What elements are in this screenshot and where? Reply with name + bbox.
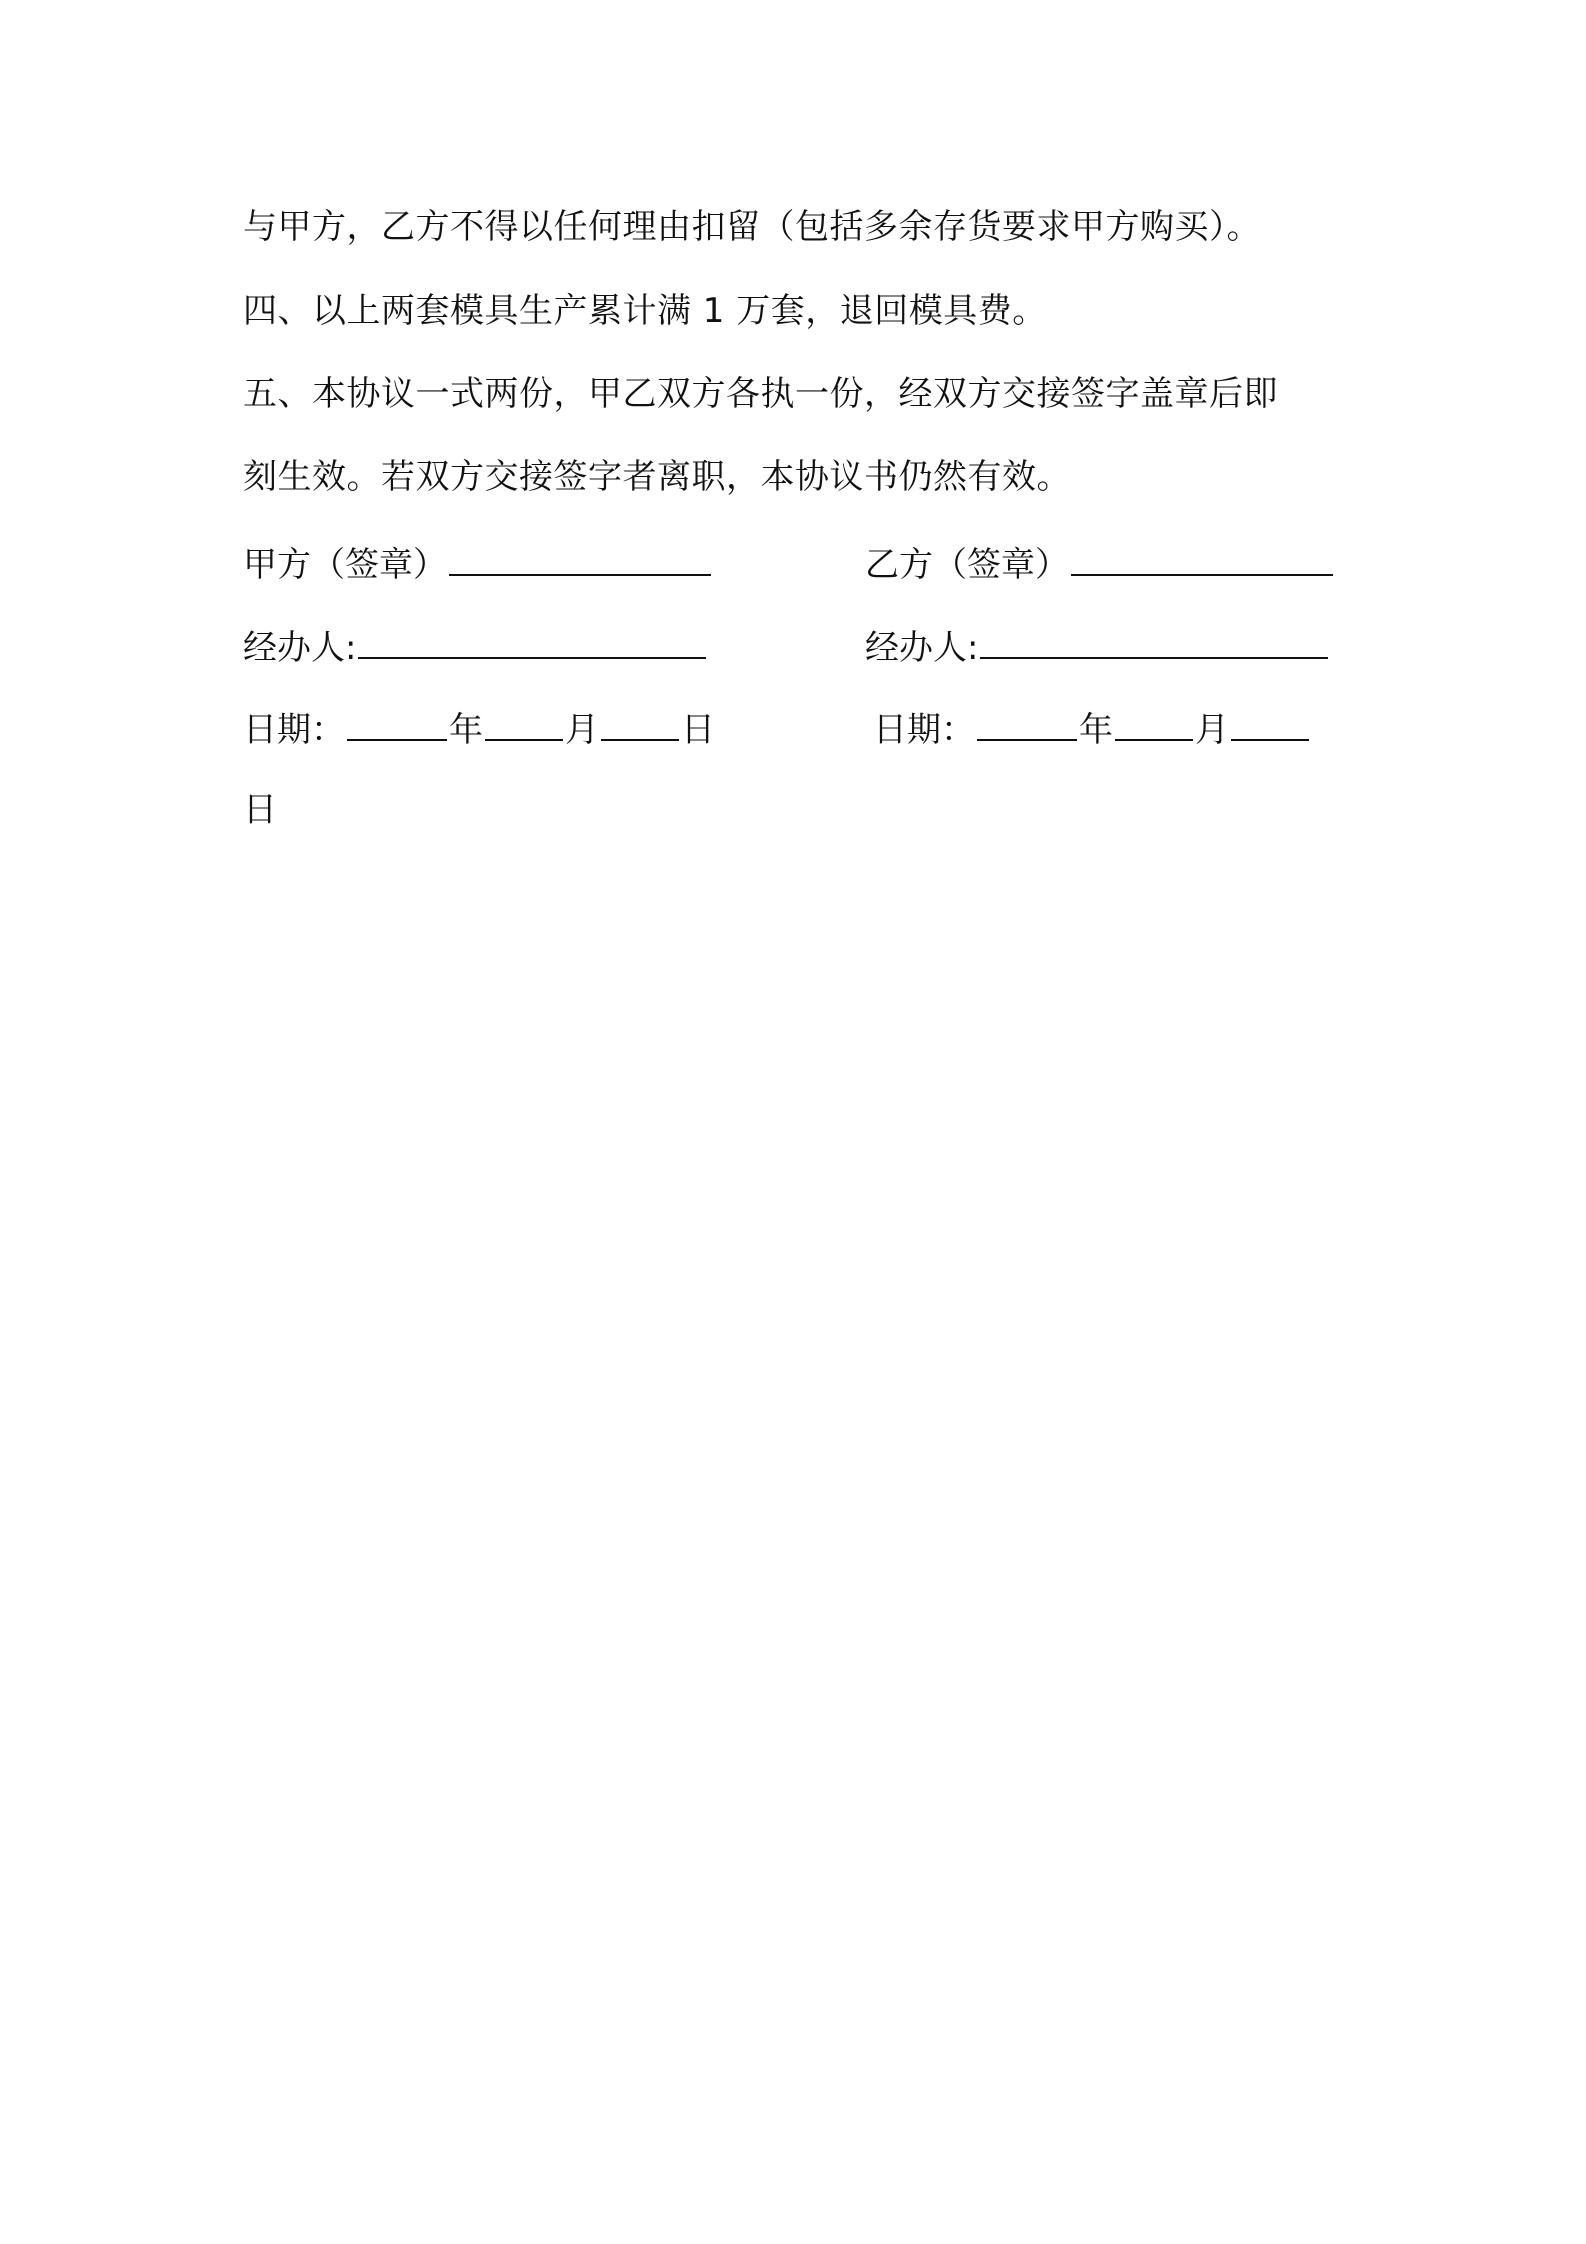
party-b-label: 乙方（签章） bbox=[865, 545, 1069, 585]
party-a-handler-blank bbox=[358, 623, 706, 659]
party-a-date-line bbox=[243, 705, 715, 752]
party-b-handler-line bbox=[865, 623, 1330, 670]
party-b-date-line bbox=[873, 705, 1311, 752]
party-b-day-wrapped: 日 bbox=[243, 790, 277, 830]
party-b-date-label: 日期： bbox=[873, 710, 975, 750]
party-a-month-blank bbox=[485, 705, 563, 741]
party-b-year-blank bbox=[977, 705, 1077, 741]
party-b-month-label: 月 bbox=[1195, 710, 1229, 750]
clause-five-line-2: 刻生效。若双方交接签字者离职，本协议书仍然有效。 bbox=[243, 457, 1071, 497]
party-a-signature-line bbox=[243, 540, 713, 587]
party-a-month-label: 月 bbox=[565, 710, 599, 750]
party-a-year-label: 年 bbox=[449, 710, 483, 750]
party-b-day-blank bbox=[1231, 705, 1309, 741]
party-b-year-label: 年 bbox=[1079, 710, 1113, 750]
clause-five-line-1: 五、本协议一式两份，甲乙双方各执一份，经双方交接签字盖章后即 bbox=[243, 374, 1278, 414]
party-a-year-blank bbox=[347, 705, 447, 741]
party-a-date-label: 日期： bbox=[243, 710, 345, 750]
paragraph-line-1: 与甲方，乙方不得以任何理由扣留（包括多余存货要求甲方购买）。 bbox=[243, 207, 1261, 247]
party-a-label: 甲方（签章） bbox=[243, 545, 447, 585]
party-b-signature-line bbox=[865, 540, 1335, 587]
party-b-month-blank bbox=[1115, 705, 1193, 741]
party-a-signature-blank bbox=[449, 540, 711, 576]
party-a-handler-line bbox=[243, 623, 708, 670]
party-a-handler-label: 经办人: bbox=[243, 628, 357, 668]
clause-four: 四、以上两套模具生产累计满 1 万套，退回模具费。 bbox=[243, 291, 1047, 331]
party-b-handler-label: 经办人: bbox=[865, 628, 979, 668]
party-a-day-blank bbox=[601, 705, 679, 741]
party-b-handler-blank bbox=[980, 623, 1328, 659]
party-a-day-label: 日 bbox=[681, 710, 715, 750]
party-b-signature-blank bbox=[1071, 540, 1333, 576]
